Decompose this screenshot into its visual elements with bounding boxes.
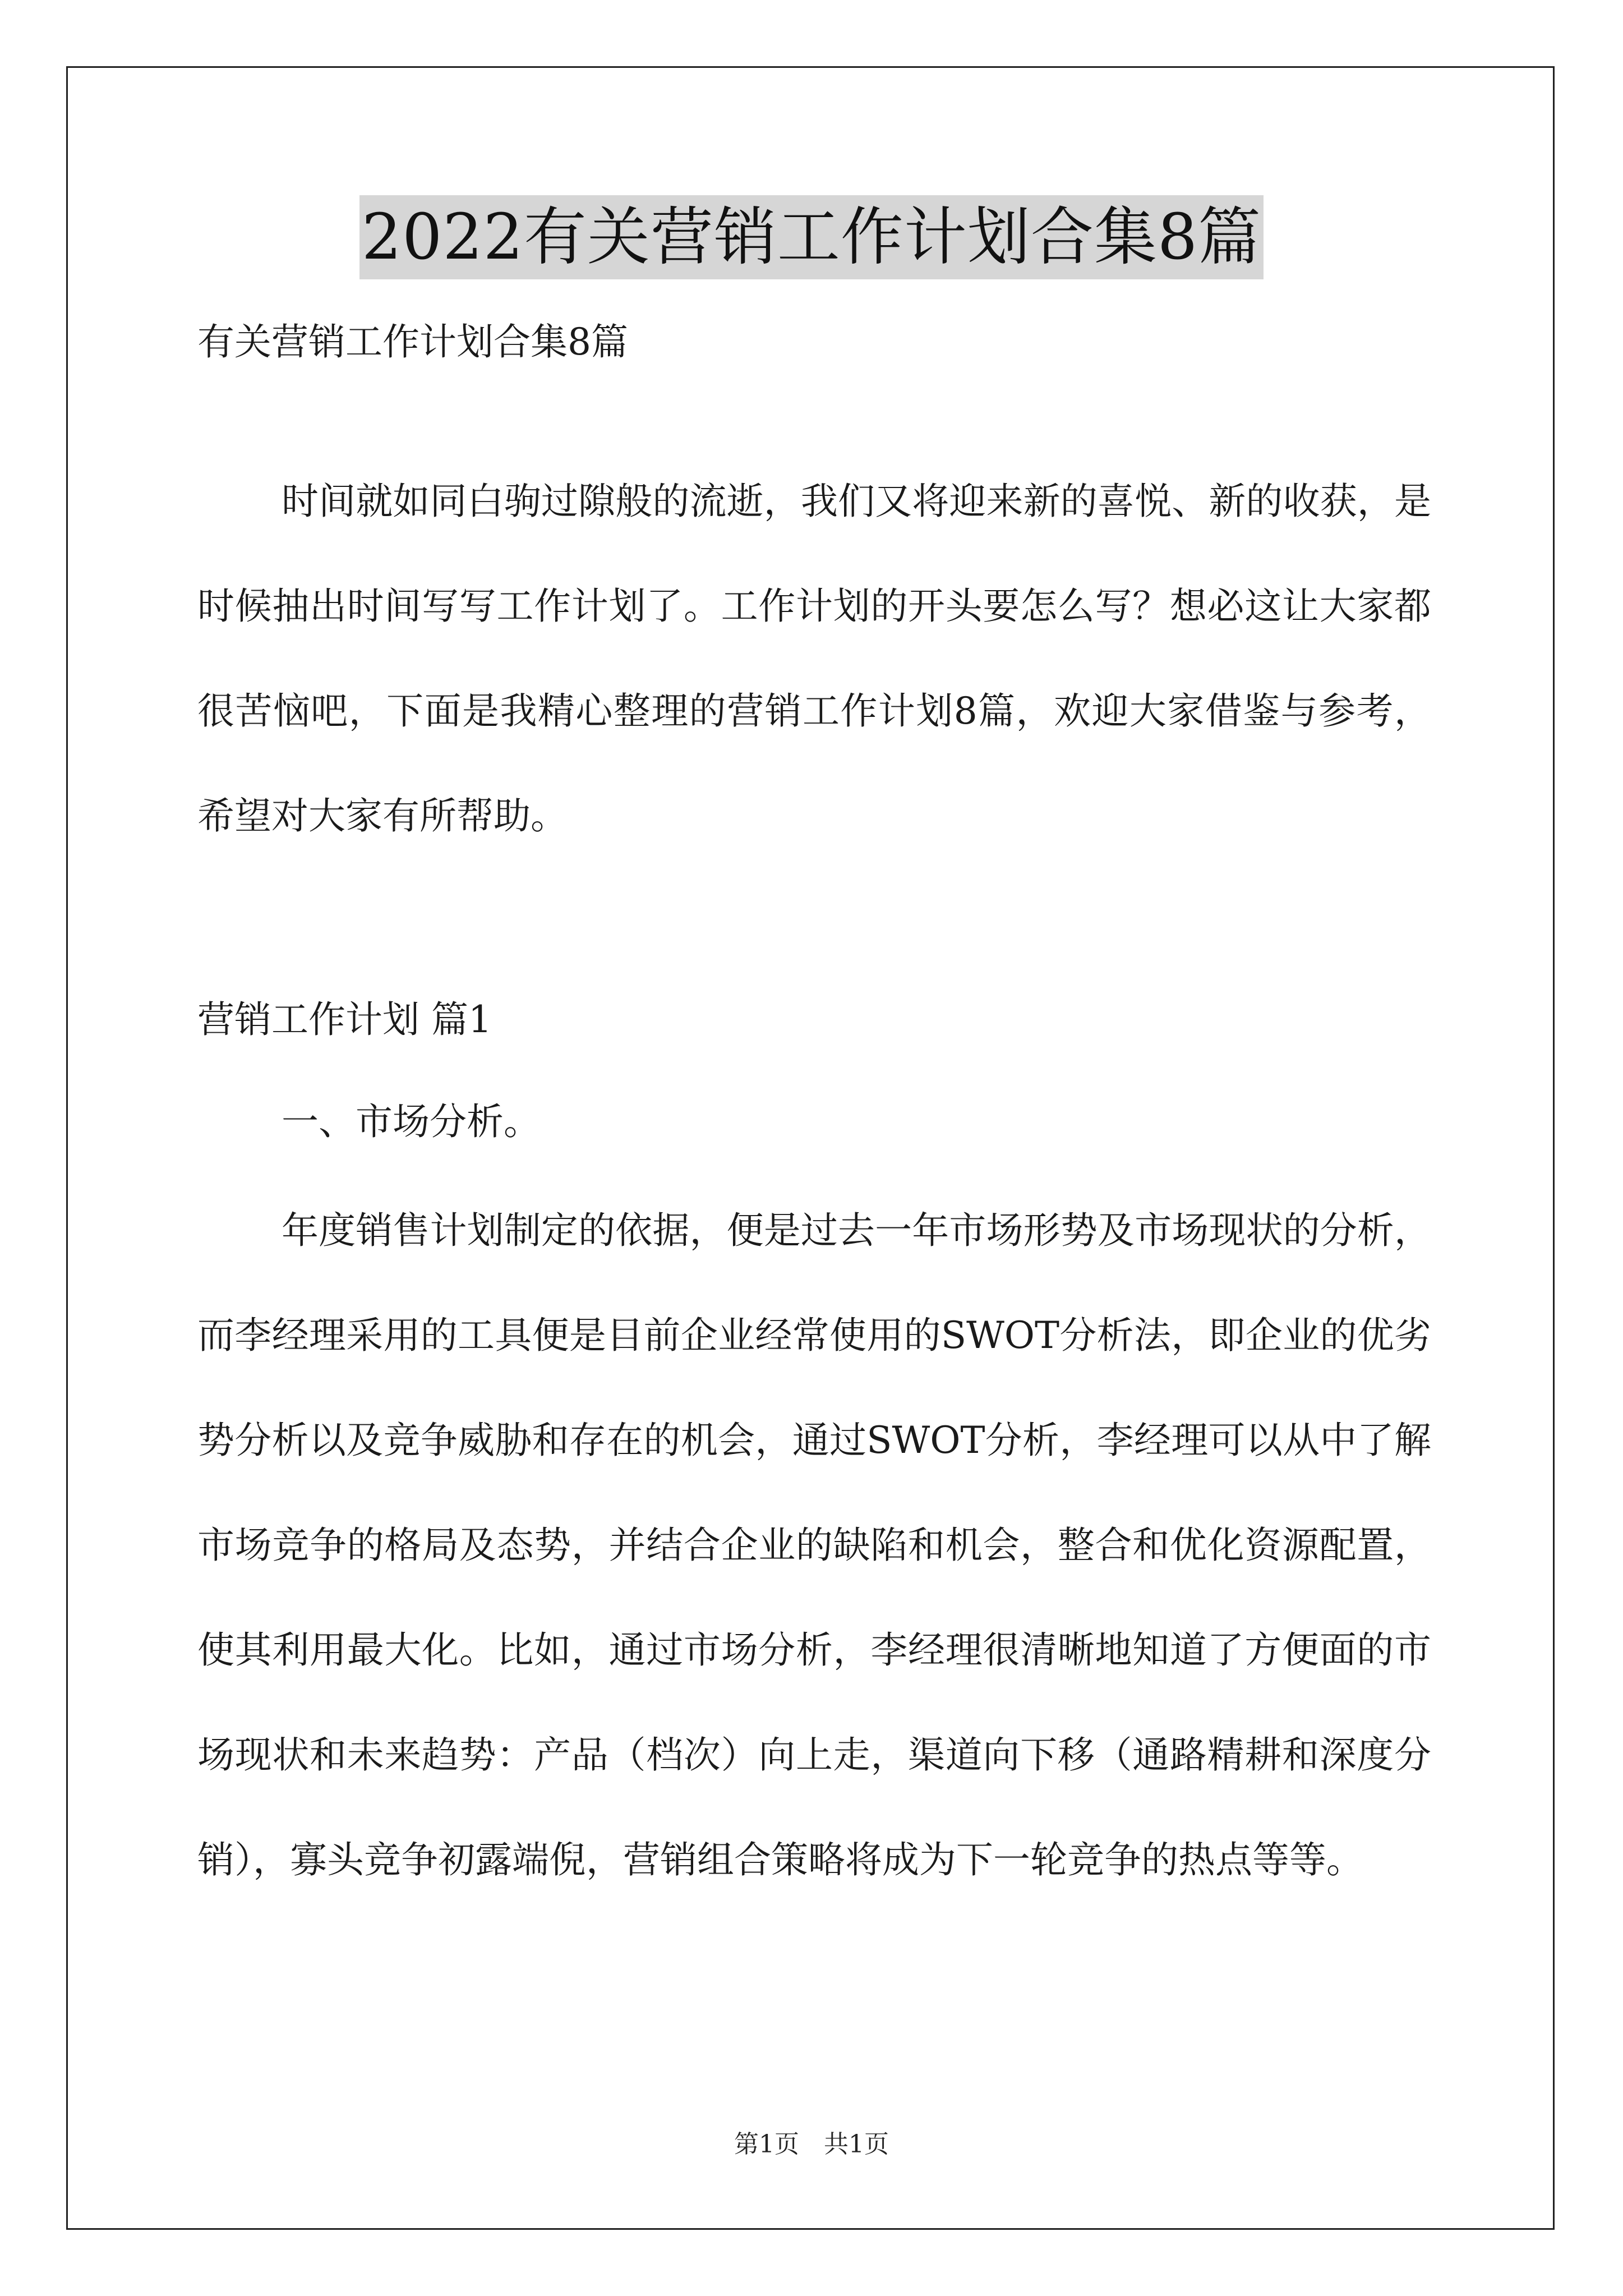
body-paragraph: 年度销售计划制定的依据，便是过去一年市场形势及市场现状的分析，而李经理采用的工具便是目前企业经常使用的SWOT分析法，即企业的优劣势分析以及竞争威胁和存在的机会，通过SWOT分析，李经理可以从中了解市场竞争的格局及态势，并结合企业的缺陷和机会，整合和优化资源配置，使其利用最大化。比如，通过市场分析，李经理很清晰地知道了方便面的市场现状和未来趋势：产品（档次）向上走，渠道向下移（通路精耕和深度分销），寡头竞争初露端倪，营销组合策略将成为下一轮竞争的热点等等。 bbox=[197, 1209, 1431, 1881]
document-subtitle: 有关营销工作计划合集8篇 bbox=[197, 320, 628, 364]
section-heading: 营销工作计划 篇1 bbox=[197, 998, 492, 1041]
point-heading: 一、市场分析。 bbox=[282, 1100, 541, 1143]
document-title: 2022有关营销工作计划合集8篇 bbox=[359, 195, 1264, 279]
intro-paragraph: 时间就如同白驹过隙般的流逝，我们又将迎来新的喜悦、新的收获，是时候抽出时间写写工作计划了。工作计划的开头要怎么写？想必这让大家都很苦恼吧，下面是我精心整理的营销工作计划8篇，欢迎大家借鉴与参考，希望对大家有所帮助。 bbox=[197, 480, 1431, 838]
title-container bbox=[0, 195, 1623, 279]
page-footer: 第1页 共1页 bbox=[734, 2130, 889, 2159]
